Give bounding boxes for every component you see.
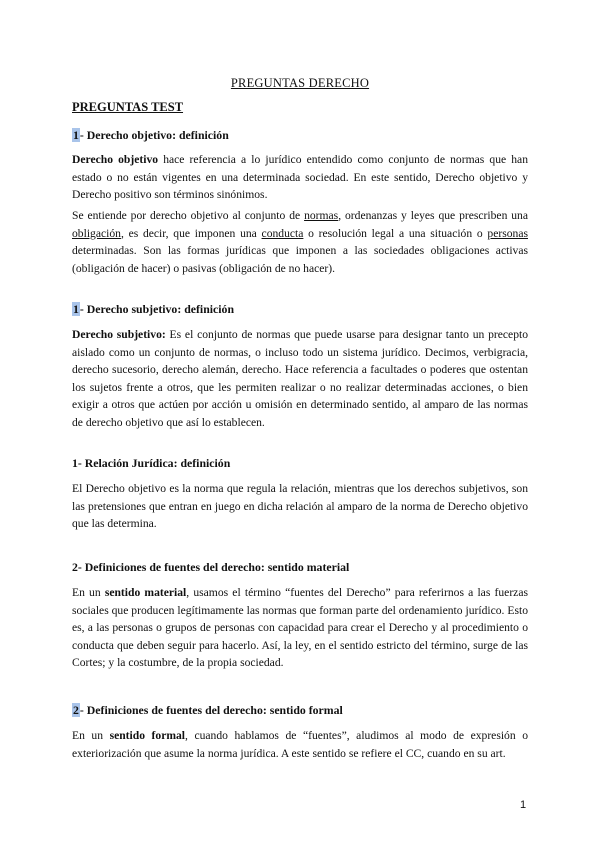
question-3-heading: 1- Relación Jurídica: definición: [72, 456, 231, 470]
document-title: PREGUNTAS DERECHO: [230, 76, 370, 90]
link-conducta[interactable]: conducta: [261, 226, 304, 240]
highlight-mark: 2: [73, 703, 79, 717]
term: sentido formal: [109, 729, 186, 742]
question-5-paragraph: [72, 727, 528, 762]
question-4-heading: 2- Definiciones de fuentes del derecho: sentido material: [72, 560, 350, 574]
paragraph-text: , ordenanzas y leyes que prescriben una: [338, 209, 528, 222]
paragraph-text: Se entiende por derecho objetivo al conjunto de: [72, 209, 305, 222]
heading-text: - Derecho objetivo: definición: [79, 128, 229, 142]
heading-text: - Derecho subjetivo: definición: [79, 302, 235, 316]
term: sentido material: [104, 586, 187, 599]
link-obligacion[interactable]: obligación: [72, 226, 121, 240]
paragraph-text: determinadas. Son las formas jurídicas que imponen a las sociedades obligaciones activas (obligación de hacer) o pasivas (obligación de no hacer).: [72, 244, 528, 275]
term: Derecho objetivo: [72, 153, 159, 166]
section-title: PREGUNTAS TEST: [72, 100, 184, 114]
term: Derecho subjetivo:: [72, 328, 166, 341]
paragraph-text: Es el conjunto de normas que puede usarse para designar tanto un precepto aislado como un conjunto de normas, o incluso todo un sistema jurídico. Decimos, verbigracia, derecho sucesorio, derecho alemán, derecho. Hace referencia a facultades o poderes que ostentan los sujetos frente a otros, que les permiten realizar o no realizar determinadas acciones, o bien exigir a otros que actúen por acción u omisión en determinado sentido, al amparo de las normas de derecho objetivo que así lo establecen.: [72, 328, 529, 429]
paragraph-text: En un: [72, 586, 105, 599]
paragraph-text: En un: [72, 729, 110, 742]
question-1-heading: [72, 128, 229, 143]
question-1-paragraph-1: [72, 151, 528, 204]
question-1-paragraph-2: [72, 207, 528, 277]
paragraph-text: , es decir, que imponen una: [120, 226, 262, 240]
paragraph-text: , cuando hablamos de “fuentes”, aludimos al modo de expresión o exteriorización que asume la norma jurídica. A este sentido se refiere el CC, cuando en su art.: [72, 729, 528, 760]
page-number: 1: [520, 799, 527, 811]
paragraph-text: hace referencia a lo jurídico entendido como conjunto de normas que han estado o no están vigentes en una determinada sociedad. En este sentido, Derecho objetivo y Derecho positivo son términos sinónimos.: [72, 153, 529, 202]
link-normas[interactable]: normas: [304, 209, 339, 222]
heading-text: - Definiciones de fuentes del derecho: sentido formal: [79, 703, 343, 717]
question-5-heading: [72, 703, 343, 718]
paragraph-text: , usamos el término “fuentes del Derecho” para referirnos a las fuerzas sociales que producen legítimamente las normas que forman parte del ordenamiento jurídico. Esto es, a las personas o grupos de personas con capacidad para crear el Derecho y al procedimiento o conducta que deben seguir para hacerlo. Así, la ley, en el sentido estricto del término, surge de las Cortes; y la costumbre, de la propia sociedad.: [72, 586, 528, 670]
highlight-mark: 1: [73, 302, 79, 316]
question-2-heading: [72, 302, 234, 317]
question-4-paragraph: [72, 584, 528, 672]
question-2-paragraph: [72, 326, 528, 432]
link-personas[interactable]: personas: [487, 226, 528, 240]
highlight-mark: 1: [73, 128, 79, 142]
paragraph-text: o resolución legal a una situación o: [303, 226, 488, 240]
question-3-paragraph: El Derecho objetivo es la norma que regula la relación, mientras que los derechos subjetivos, son las pretensiones que entran en juego en dicha relación al amparo de la norma de Derecho objetivo que las determina.: [72, 482, 528, 531]
